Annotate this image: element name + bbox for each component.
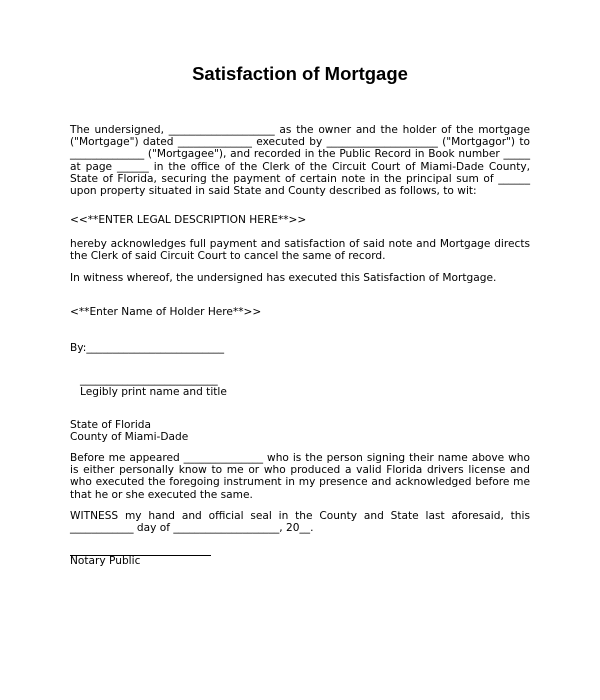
notary-paragraph: Before me appeared _______________ who is the person signing their name above who is either personally know to me or who produced a valid Florida drivers license and who executed the foregoing instrument in my presence and acknowledged before me that he or she executed the same. [70, 452, 530, 501]
witness-paragraph: WITNESS my hand and official seal in the County and State last aforesaid, this ____________ day of ____________________, 20__. [70, 510, 530, 535]
notary-public-label: Notary Public [70, 555, 141, 567]
acknowledgement-paragraph: hereby acknowledges full payment and satisfaction of said note and Mortgage directs the Clerk of said Circuit Court to cancel the same of record. [70, 238, 530, 263]
print-name-line: __________________________ Legibly print name and title [80, 374, 227, 399]
by-signature-line: By:__________________________ [70, 342, 225, 354]
legal-description-placeholder: <<**ENTER LEGAL DESCRIPTION HERE**>> [70, 214, 307, 226]
county-line: County of Miami-Dade [70, 431, 189, 443]
intro-paragraph: The undersigned, ____________________ as the owner and the holder of the mortgage ("Mortgage") dated ______________ executed by _____________________ ("Mortgagor") to ______________ ("Mortgagee"), and recorded in the Public Record in Book number _____ at page ______ in the office of the Clerk of the Circuit Court of Miami-Dade County, State of Florida, securing the payment of certain note in the principal sum of ______ upon property situated in said State and County described as follows, to wit: [70, 124, 530, 198]
state-line: State of Florida [70, 419, 152, 431]
document-title: Satisfaction of Mortgage [192, 63, 408, 84]
witness-whereof-paragraph: In witness whereof, the undersigned has executed this Satisfaction of Mortgage. [70, 272, 497, 284]
holder-name-placeholder: <**Enter Name of Holder Here**>> [70, 306, 262, 318]
